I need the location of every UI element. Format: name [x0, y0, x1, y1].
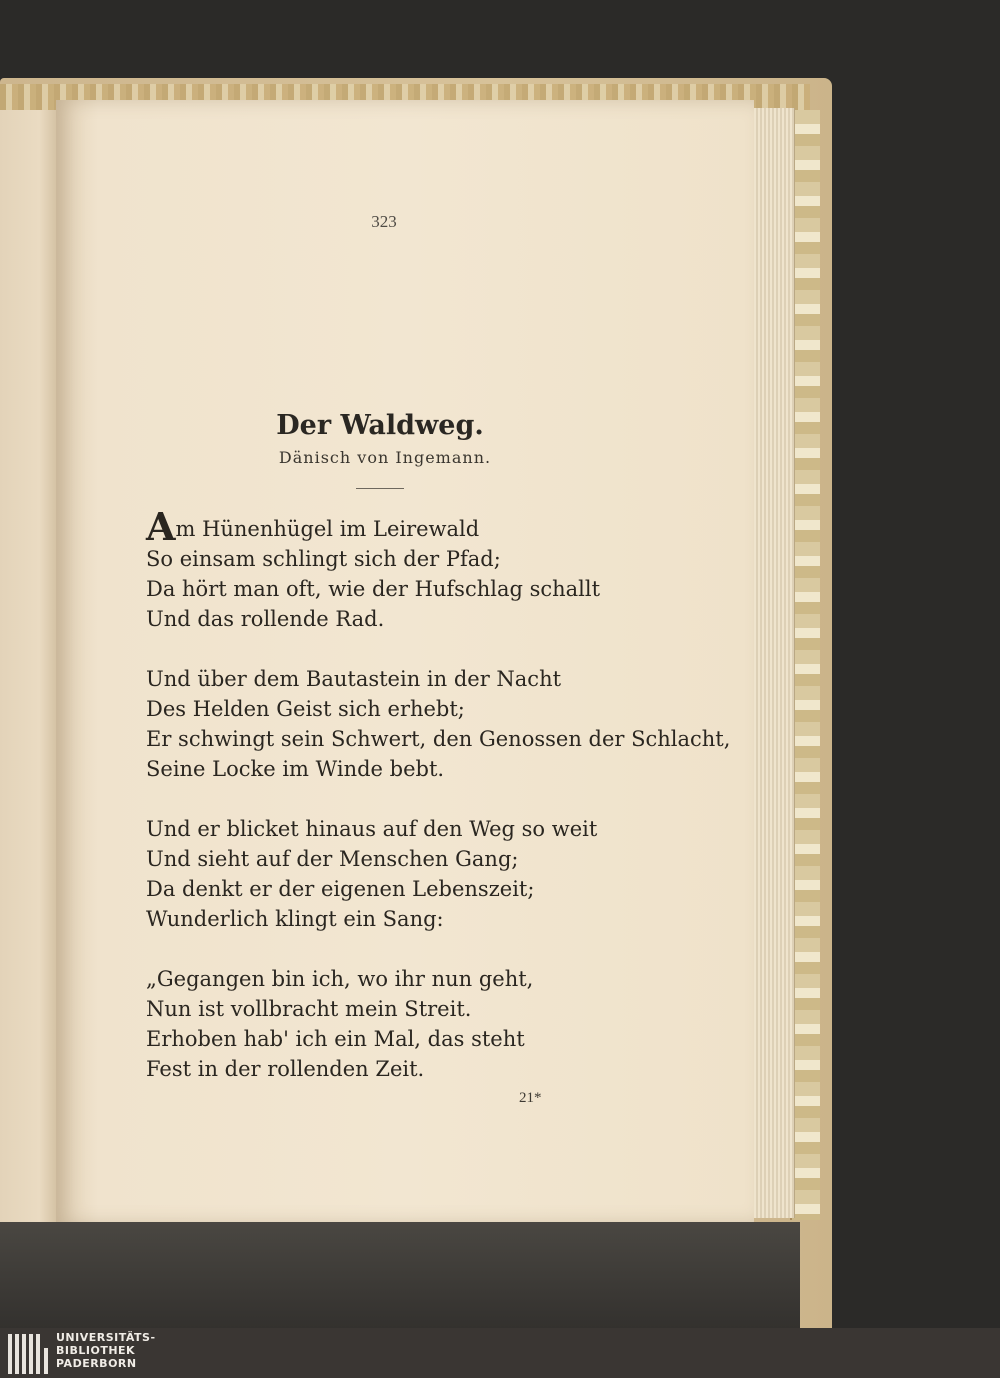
library-name-line: UNIVERSITÄTS-	[56, 1331, 156, 1344]
poem-line: Und über dem Bautastein in der Nacht	[146, 667, 562, 691]
library-name-line: BIBLIOTHEK	[56, 1344, 136, 1357]
poem-line: Nun ist vollbracht mein Streit.	[146, 997, 472, 1021]
page-number: 323	[371, 212, 397, 231]
title-rule	[356, 488, 404, 489]
poem-line: Da hört man oft, wie der Hufschlag schallt	[146, 577, 601, 601]
poem-line: Fest in der rollenden Zeit.	[146, 1057, 425, 1081]
poem-line: Er schwingt sein Schwert, den Genossen der Schlacht,	[146, 727, 731, 751]
signature-mark: 21*	[519, 1090, 542, 1106]
library-logo-icon	[8, 1334, 50, 1374]
poem-subtitle: Dänisch von Ingemann.	[278, 448, 492, 467]
page-stack	[748, 108, 795, 1218]
book-bottom	[0, 1222, 800, 1328]
library-name	[56, 1331, 156, 1370]
poem-line: Da denkt er der eigenen Lebenszeit;	[146, 877, 535, 901]
poem-title: Der Waldweg.	[276, 410, 484, 441]
poem-line: „Gegangen bin ich, wo ihr nun geht,	[146, 967, 534, 991]
drop-cap: A	[146, 504, 176, 549]
poem-line: Und das rollende Rad.	[146, 607, 385, 631]
stanza	[146, 964, 666, 1084]
stanza	[146, 664, 731, 784]
stanza	[146, 814, 666, 934]
poem-line: Des Helden Geist sich erhebt;	[146, 697, 465, 721]
poem-line: So einsam schlingt sich der Pfad;	[146, 547, 501, 571]
poem-body	[146, 504, 731, 1114]
poem-line: Am Hünenhügel im Leirewald	[146, 504, 480, 549]
footer-bar	[0, 1328, 1000, 1378]
stanza	[146, 504, 666, 634]
left-page	[0, 110, 56, 1222]
poem-line: Seine Locke im Winde bebt.	[146, 757, 445, 781]
library-name-line: PADERBORN	[56, 1357, 137, 1370]
poem-line: Wunderlich klingt ein Sang:	[146, 907, 444, 931]
poem-line: Erhoben hab' ich ein Mal, das steht	[146, 1027, 525, 1051]
poem-line: Und sieht auf der Menschen Gang;	[146, 847, 519, 871]
poem-line: Und er blicket hinaus auf den Weg so weit	[146, 817, 598, 841]
